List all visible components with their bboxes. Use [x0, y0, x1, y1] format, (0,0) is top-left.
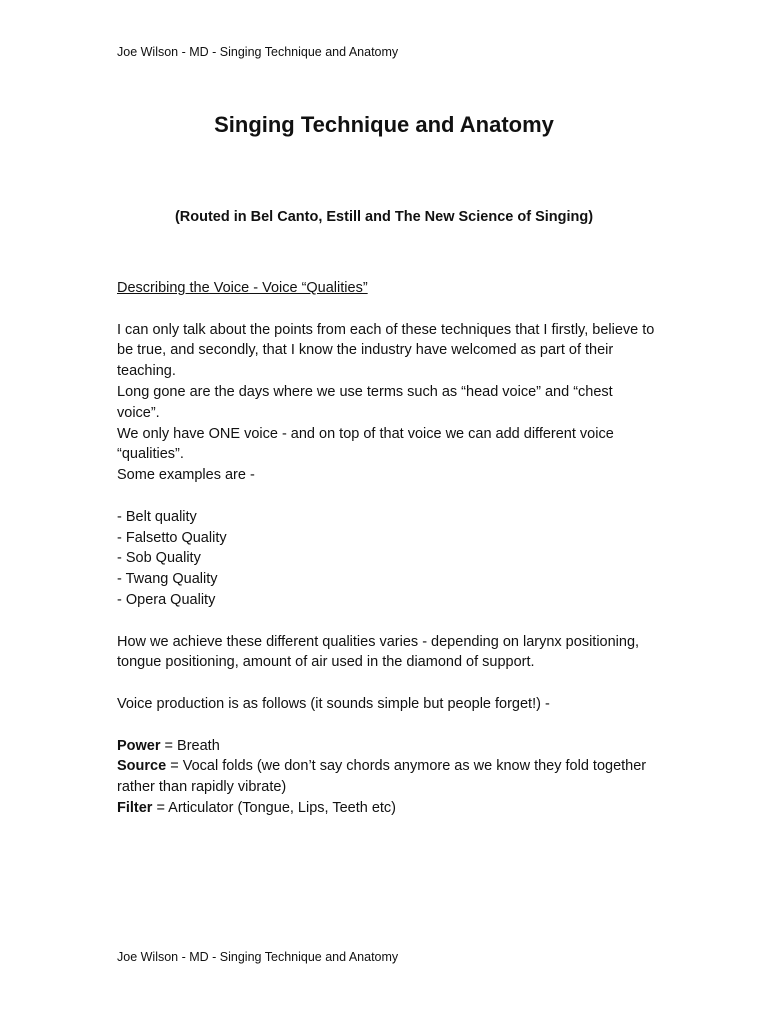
spacer [117, 299, 657, 320]
page-footer: Joe Wilson - MD - Singing Technique and Anatomy [117, 950, 399, 964]
intro-paragraph: I can only talk about the points from each of these techniques that I firstly, believe to be true, and secondly, that I know the industry have welcomed as part of their teaching. [117, 321, 655, 380]
definition-text: = Vocal folds (we don’t say chords anymore as we know they fold together rather than rapidly vibrate) [117, 758, 647, 796]
intro-paragraph: We only have ONE voice - and on top of that voice we can add different voice “qualities”. [117, 425, 614, 463]
list-item: - Opera Quality [117, 591, 216, 608]
definition-line [117, 756, 657, 798]
list-item: - Falsetto Quality [117, 529, 227, 546]
definition-text: = Articulator (Tongue, Lips, Teeth etc) [152, 799, 397, 816]
page-header: Joe Wilson - MD - Singing Technique and Anatomy [117, 45, 399, 59]
definition-line [117, 798, 657, 819]
definition-term: Power [117, 737, 161, 754]
intro-paragraph: Long gone are the days where we use terms such as “head voice” and “chest voice”. [117, 383, 613, 421]
spacer [117, 673, 657, 694]
spacer [117, 486, 657, 507]
body-paragraph: How we achieve these different qualities varies - depending on larynx positioning, tongue positioning, amount of air used in the diamond of support. [117, 633, 640, 671]
intro-paragraph: Some examples are - [117, 467, 255, 484]
document-title: Singing Technique and Anatomy [214, 112, 554, 137]
body-paragraph: Voice production is as follows (it sounds simple but people forget!) - [117, 695, 550, 712]
document-body [117, 278, 657, 819]
section-heading: Describing the Voice - Voice “Qualities” [117, 280, 368, 296]
definition-term: Source [117, 758, 167, 775]
list-item: - Belt quality [117, 508, 197, 525]
definition-term: Filter [117, 799, 153, 816]
list-item: - Sob Quality [117, 550, 201, 567]
list-item: - Twang Quality [117, 571, 218, 588]
document-subtitle: (Routed in Bel Canto, Estill and The New Science of Singing) [174, 209, 594, 225]
definition-line [117, 736, 657, 757]
spacer [117, 715, 657, 736]
definition-text: = Breath [160, 737, 220, 754]
spacer [117, 611, 657, 632]
qualities-list [117, 507, 657, 611]
